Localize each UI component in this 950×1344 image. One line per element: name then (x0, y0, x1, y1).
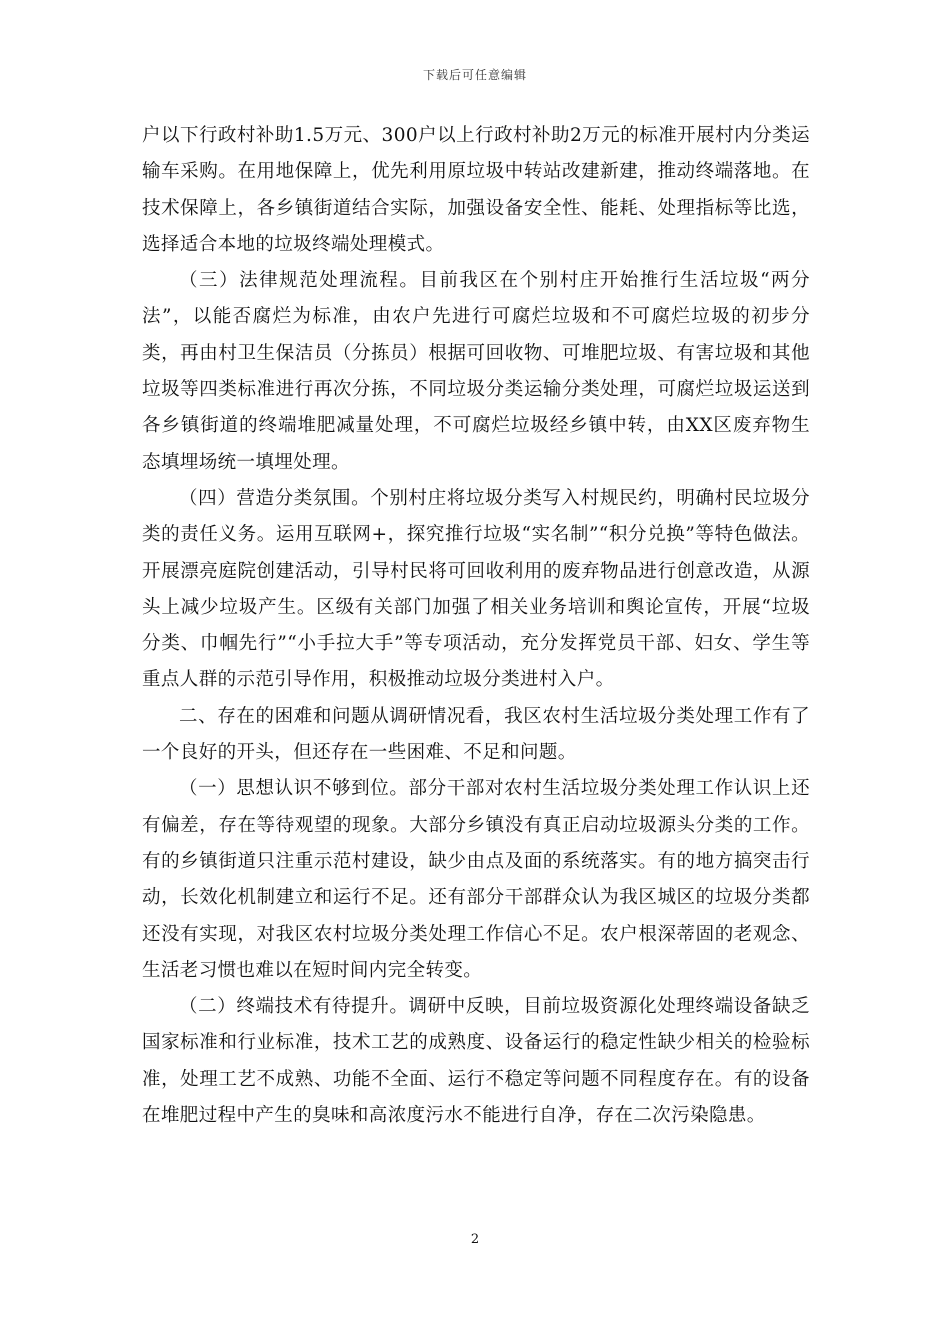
paragraph-problem-1: （一）思想认识不够到位。部分干部对农村生活垃圾分类处理工作认识上还有偏差，存在等待观望的现象。大部分乡镇没有真正启动垃圾源头分类的工作。有的乡镇街道只注重示范村建设，缺少由点及面的系统落实。有的地方搞突击行动，长效化机制建立和运行不足。还有部分干部群众认为我区城区的垃圾分类都还没有实现，对我区农村垃圾分类处理工作信心不足。农户根深蒂固的老观念、生活老习惯也难以在短时间内完全转变。 (142, 778, 810, 981)
paragraph-problem-2: （二）终端技术有待提升。调研中反映，目前垃圾资源化处理终端设备缺乏国家标准和行业标准，技术工艺的成熟度、设备运行的稳定性缺少相关的检验标准，处理工艺不成熟、功能不全面、运行不稳定等问题不同程度存在。有的设备在堆肥过程中产生的臭味和高浓度污水不能进行自净，存在二次污染隐患。 (142, 996, 810, 1127)
paragraph-heading-problems: 二、存在的困难和问题从调研情况看，我区农村生活垃圾分类处理工作有了一个良好的开头，但还存在一些困难、不足和问题。 (142, 705, 810, 764)
page-number: 2 (470, 1232, 480, 1247)
paragraph-section-4: （四）营造分类氛围。个别村庄将垃圾分类写入村规民约，明确村民垃圾分类的责任义务。运用互联网+，探究推行垃圾“实名制”“积分兑换”等特色做法。开展漂亮庭院创建活动，引导村民将可回收利用的废弃物品进行创意改造，从源头上减少垃圾产生。区级有关部门加强了相关业务培训和舆论宣传，开展“垃圾分类、巾帼先行”“小手拉大手”等专项活动，充分发挥党员干部、妇女、学生等重点人群的示范引导作用，积极推动垃圾分类进村入户。 (142, 487, 810, 691)
paragraph-continued: 户以下行政村补助1.5万元、300户以上行政村补助2万元的标准开展村内分类运输车采购。在用地保障上，优先利用原垃圾中转站改建新建，推动终端落地。在技术保障上，各乡镇街道结合实际，加强设备安全性、能耗、处理指标等比选，选择适合本地的垃圾终端处理模式。 (142, 125, 810, 255)
page-header: 下载后可任意编辑 (422, 68, 527, 82)
paragraph-section-3: （三）法律规范处理流程。目前我区在个别村庄开始推行生活垃圾“两分法”，以能否腐烂为标准，由农户先进行可腐烂垃圾和不可腐烂垃圾的初步分类，再由村卫生保洁员（分拣员）根据可回收物、可堆肥垃圾、有害垃圾和其他垃圾等四类标准进行再次分拣，不同垃圾分类运输分类处理，可腐烂垃圾运送到各乡镇街道的终端堆肥减量处理，不可腐烂垃圾经乡镇中转，由XX区废弃物生态填埋场统一填埋处理。 (142, 270, 810, 473)
document-body (142, 118, 810, 1134)
